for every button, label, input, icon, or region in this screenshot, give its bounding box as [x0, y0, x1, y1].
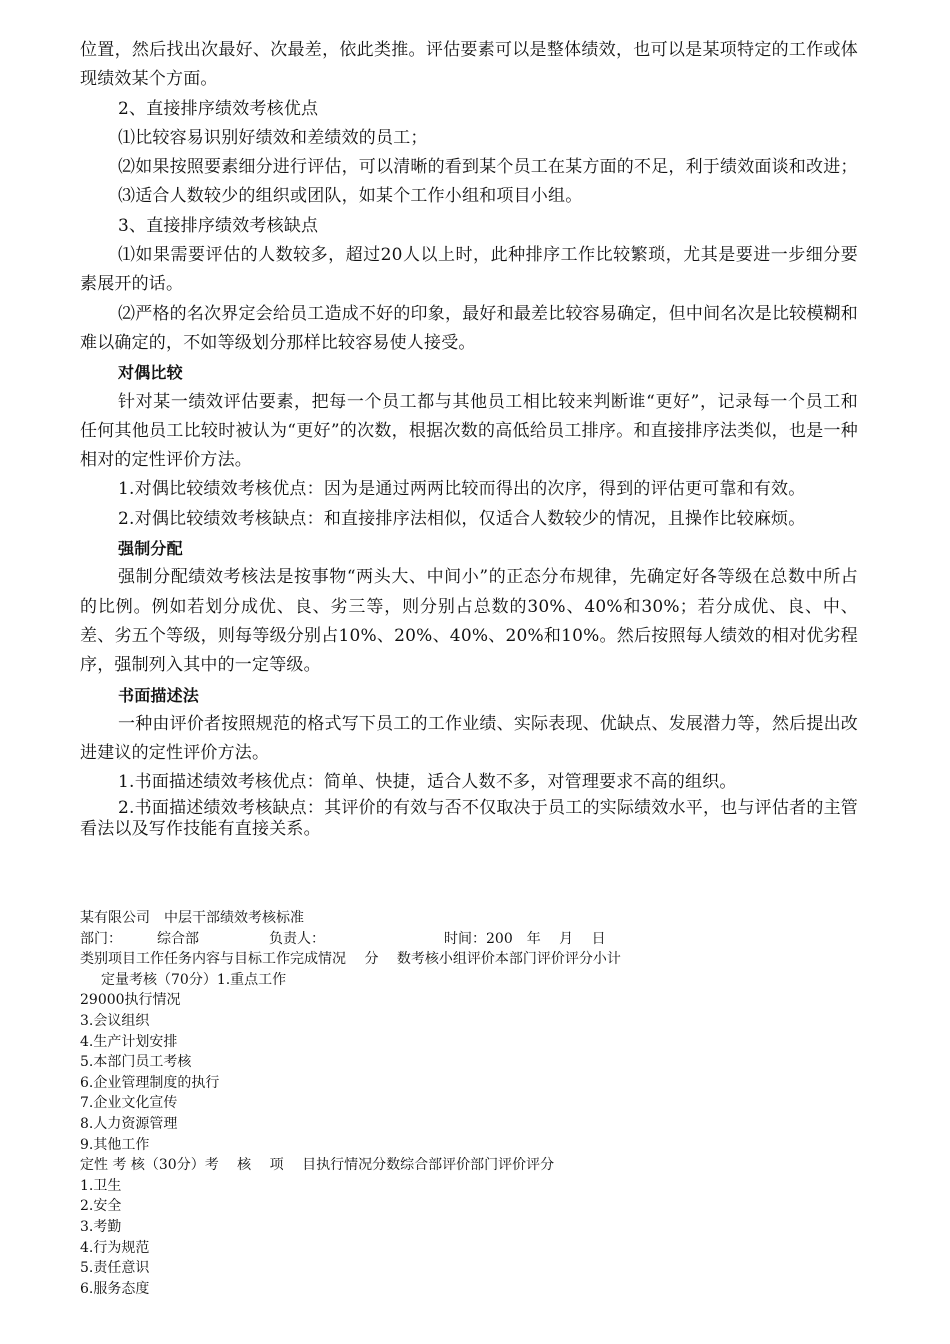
form-item: 3.考勤: [80, 1218, 122, 1235]
evaluation-form: [80, 908, 880, 1299]
form-item: 9.其他工作: [80, 1136, 150, 1153]
form-item: 3.会议组织: [80, 1012, 150, 1029]
article-body: [80, 36, 858, 840]
form-info-row: 部门： 综合部 负责人： 时间：200 年 月 日: [80, 930, 606, 947]
paragraph: 一种由评价者按照规范的格式写下员工的工作业绩、实际表现、优缺点、发展潜力等，然后提出改进建议的定性评价方法。: [80, 713, 858, 764]
paragraph: ⑴比较容易识别好绩效和差绩效的员工；: [118, 127, 428, 148]
form-item: 4.生产计划安排: [80, 1033, 178, 1050]
paragraph: 2.书面描述绩效考核缺点：其评价的有效与否不仅取决于员工的实际绩效水平，也与评估者的主管看法以及写作技能有直接关系。: [80, 797, 858, 839]
form-header-row: 类别项目工作任务内容与目标工作完成情况 分 数考核小组评价本部门评价评分小计: [80, 951, 621, 968]
form-item: 4.行为规范: [80, 1239, 150, 1256]
section-heading: 书面描述法: [118, 685, 200, 705]
form-item: 2.安全: [80, 1198, 122, 1215]
form-item: 29000执行情况: [80, 992, 181, 1009]
form-item: 6.服务态度: [80, 1280, 150, 1297]
paragraph: 3、直接排序绩效考核缺点: [118, 215, 319, 236]
paragraph: ⑵严格的名次界定会给员工造成不好的印象，最好和最差比较容易确定，但中间名次是比较模糊和难以确定的，不如等级划分那样比较容易使人接受。: [80, 303, 858, 353]
paragraph: 2、直接排序绩效考核优点: [118, 98, 319, 119]
form-item: 1.卫生: [80, 1177, 122, 1194]
qual-header-row: 定性 考 核（30分）考 核 项 目执行情况分数综合部评价部门评价评分: [80, 1157, 555, 1174]
paragraph: ⑶适合人数较少的组织或团队，如某个工作小组和项目小组。: [118, 186, 583, 207]
paragraph: ⑴如果需要评估的人数较多，超过20人以上时，此种排序工作比较繁琐，尤其是要进一步细分要素展开的话。: [80, 245, 858, 295]
paragraph: ⑵如果按照要素细分进行评估，可以清晰的看到某个员工在某方面的不足，利于绩效面谈和改进；: [118, 157, 858, 178]
paragraph: 针对某一绩效评估要素，把每一个员工都与其他员工相比较来判断谁“更好”，记录每一个员工和任何其他员工比较时被认为“更好”的次数，根据次数的高低给员工排序。和直接排序法类似，也是一种相对的定性评价方法。: [80, 391, 858, 471]
paragraph: 1.书面描述绩效考核优点：简单、快捷，适合人数不多，对管理要求不高的组织。: [118, 772, 737, 793]
paragraph: 位置，然后找出次最好、次最差，依此类推。评估要素可以是整体绩效，也可以是某项特定的工作或体现绩效某个方面。: [80, 40, 858, 90]
paragraph: 1.对偶比较绩效考核优点：因为是通过两两比较而得出的次序，得到的评估更可靠和有效。: [118, 479, 806, 500]
form-title: 某有限公司 中层干部绩效考核标准: [80, 910, 304, 926]
section-heading: 对偶比较: [118, 363, 183, 383]
form-item: 6.企业管理制度的执行: [80, 1074, 220, 1091]
form-item: 5.本部门员工考核: [80, 1054, 192, 1071]
form-item: 5.责任意识: [80, 1260, 150, 1277]
paragraph: 强制分配绩效考核法是按事物“两头大、中间小”的正态分布规律，先确定好各等级在总数中所占的比例。例如若划分成优、良、劣三等，则分别占总数的30%、40%和30%；若分成优、良、中、差、劣五个等级，则每等级分别占10%、20%、40%、20%和10%。然后按照每人绩效的相对优劣程序，强制列入其中的一定等级。: [80, 567, 858, 676]
paragraph: 2.对偶比较绩效考核缺点：和直接排序法相似，仅适合人数较少的情况，且操作比较麻烦。: [118, 508, 806, 529]
form-item: 7.企业文化宣传: [80, 1095, 178, 1112]
form-item: 8.人力资源管理: [80, 1115, 178, 1132]
quant-section-label: 定量考核（70分）1.重点工作: [101, 971, 287, 988]
section-heading: 强制分配: [118, 539, 183, 559]
